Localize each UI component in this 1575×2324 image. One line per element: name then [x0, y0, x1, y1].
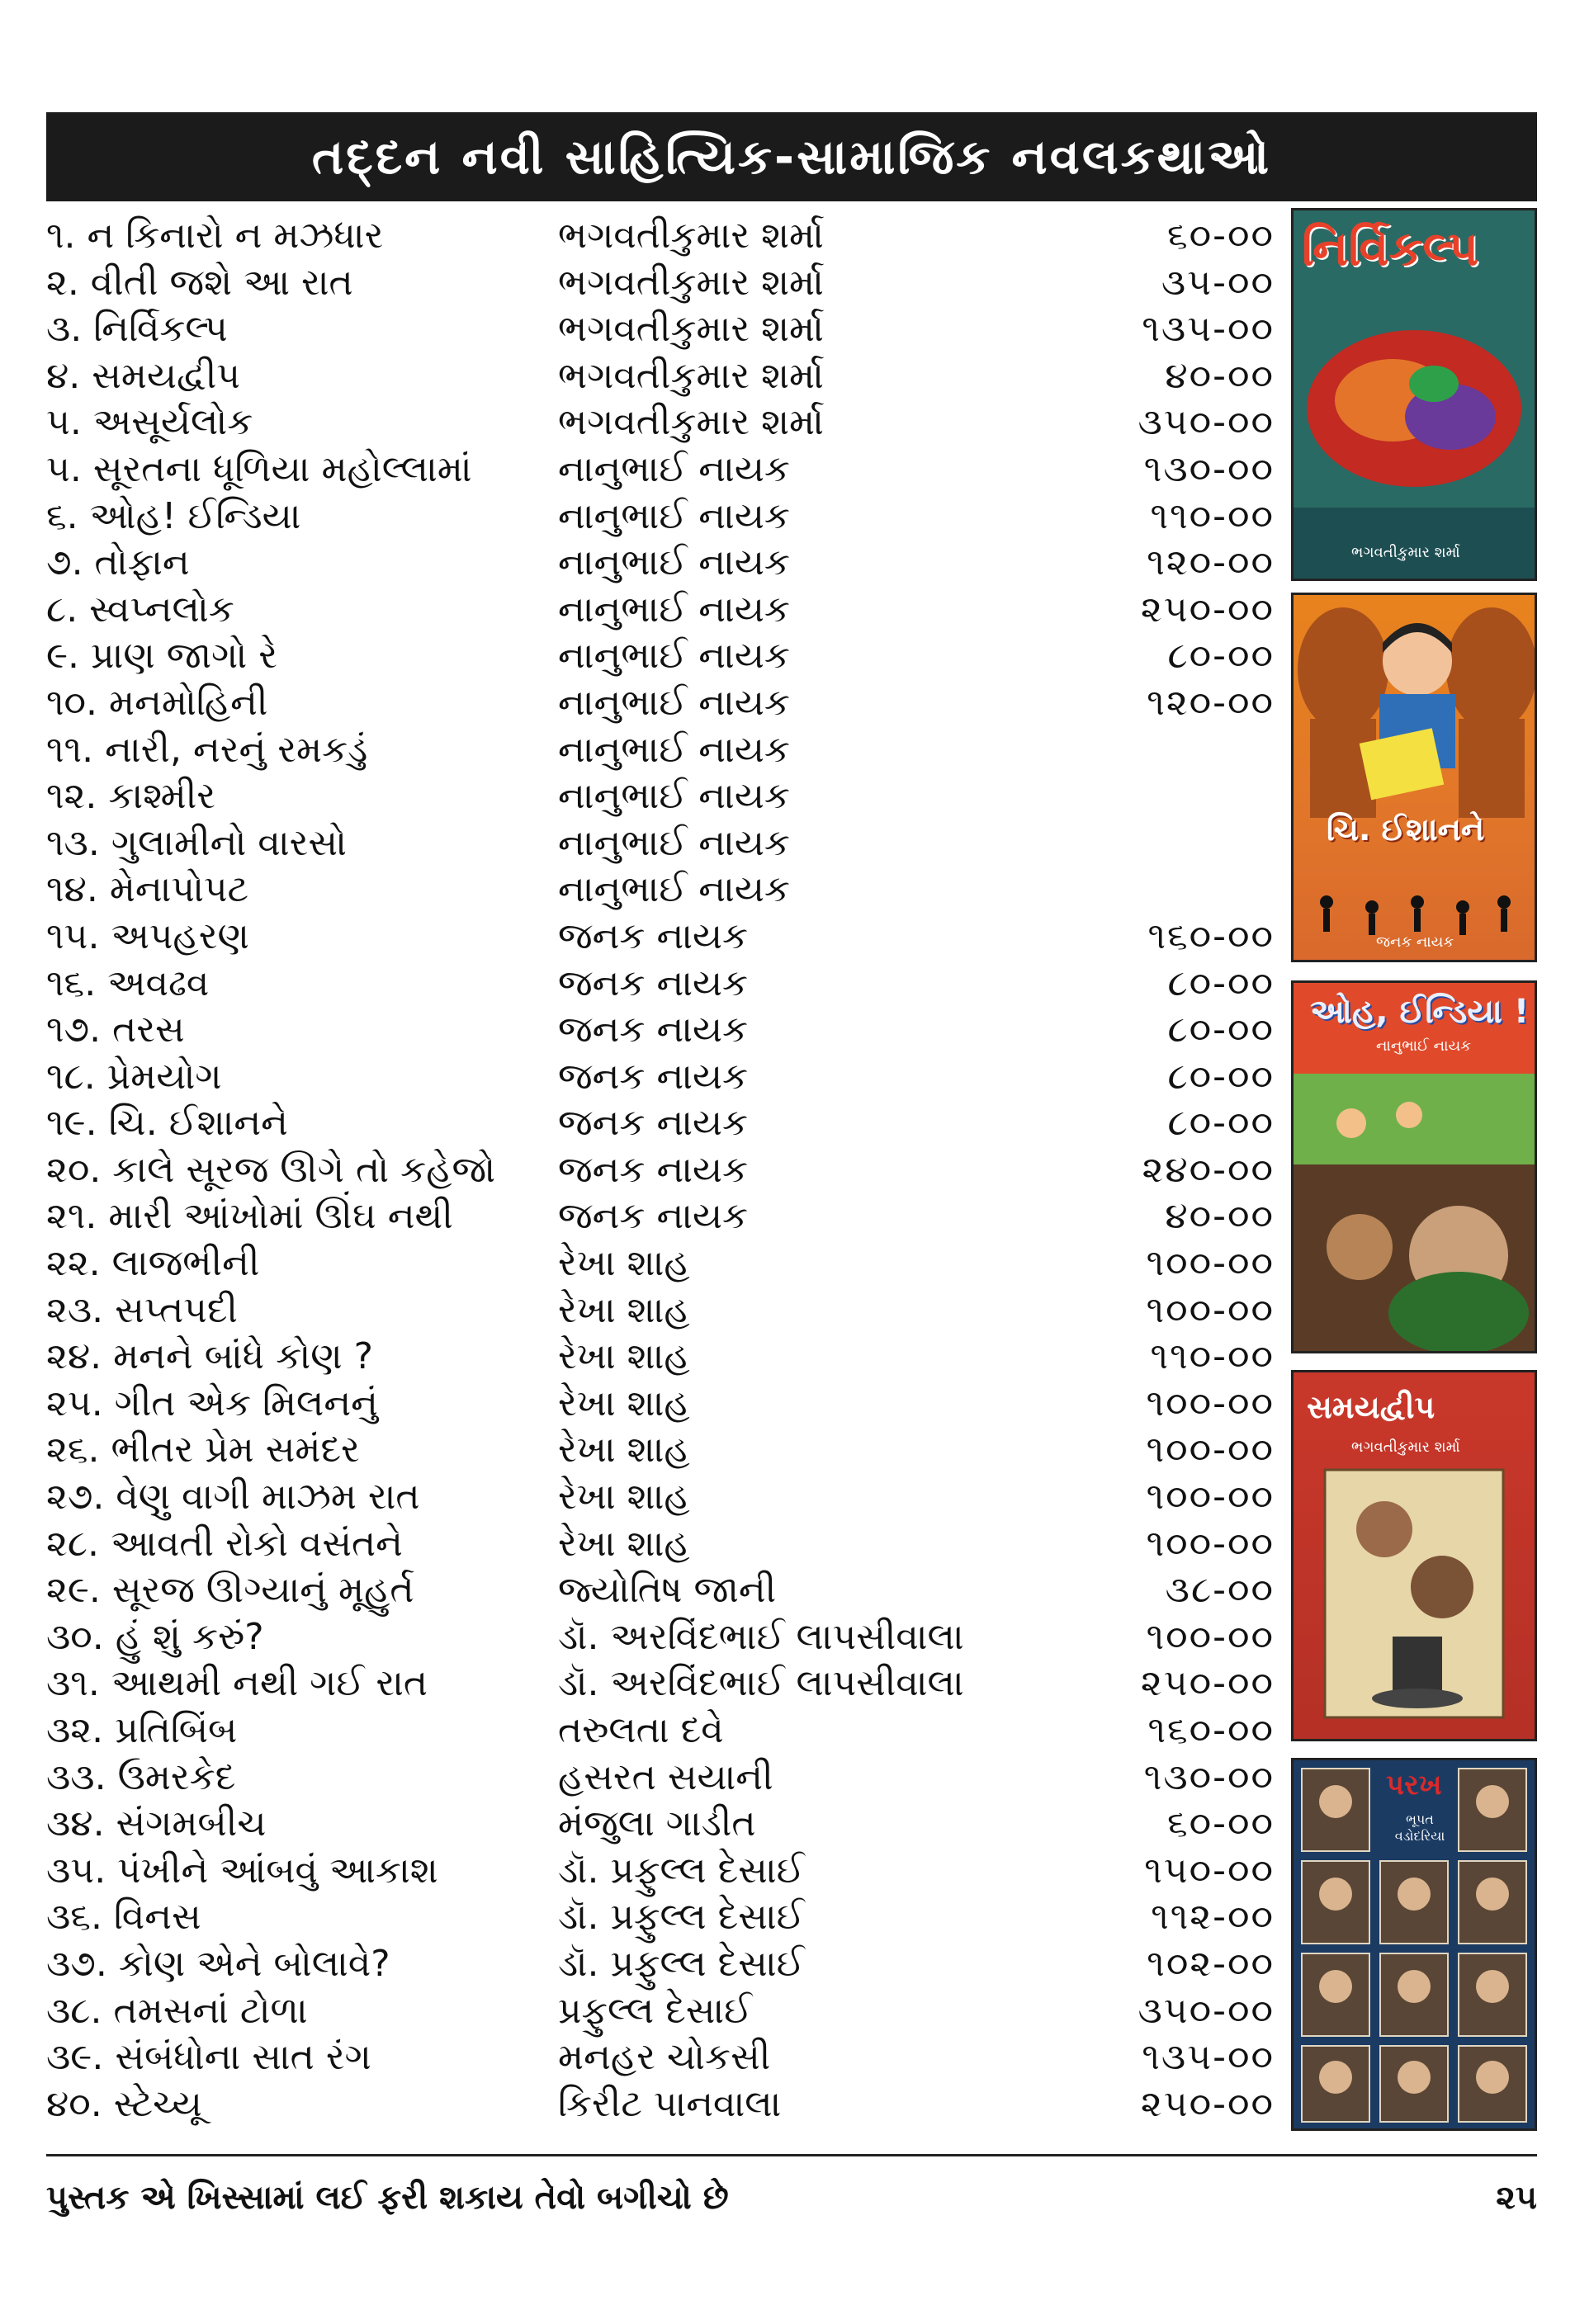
book-author: રેખા શાહ: [558, 1476, 690, 1519]
cover-art: [1294, 1372, 1535, 1739]
book-row: [46, 1287, 1275, 1334]
book-row: [46, 680, 1275, 727]
book-author: ભગવતીકુમાર શર્મા: [558, 401, 824, 444]
book-price: ૧૧૨-૦૦: [1151, 1896, 1275, 1939]
book-price: ૮૦-૦૦: [1167, 1102, 1275, 1145]
book-title: ૧૩. ગુલામીનો વારસો: [46, 821, 347, 864]
book-title: ૫. સૂરતના ધૂળિયા મહોલ્લામાં: [46, 447, 472, 490]
book-author: ડૉ. અરવિંદભાઈ લાપસીવાલા: [558, 1662, 964, 1705]
book-price: ૬૦-૦૦: [1167, 215, 1275, 257]
book-row: [46, 1988, 1275, 2035]
book-title: ૨૭. વેણુ વાગી માઝમ રાત: [46, 1476, 420, 1519]
book-title: ૯. પ્રાણ જાગો રે: [46, 635, 277, 678]
book-title: ૨૬. ભીતર પ્રેમ સમંદર: [46, 1429, 360, 1471]
book-author: તરુલતા દવે: [558, 1709, 724, 1751]
book-row: [46, 587, 1275, 634]
book-title: ૧૪. મેનાપોપટ: [46, 868, 249, 911]
book-author: રેખા શાહ: [558, 1382, 690, 1424]
book-title: ૨૦. કાલે સૂરજ ઊગે તો કહેજો: [46, 1148, 496, 1191]
book-author: નાનુભાઈ નાયક: [558, 728, 790, 771]
book-price: ૮૦-૦૦: [1167, 1055, 1275, 1098]
book-author: જનક નાયક: [558, 1055, 749, 1098]
book-title: ૩૭. કોણ એને બોલાવે?: [46, 1942, 390, 1985]
book-price: ૧૦૦-૦૦: [1146, 1288, 1275, 1331]
book-row: [46, 494, 1275, 541]
book-price: ૩૫-૦૦: [1161, 261, 1275, 304]
footer-divider: [46, 2154, 1537, 2156]
book-price: ૩૫૦-૦૦: [1138, 1989, 1275, 2032]
book-title: ૧. ન કિનારો ન મઝધાર: [46, 215, 384, 257]
book-row: [46, 1521, 1275, 1568]
book-author: જનક નાયક: [558, 961, 749, 1004]
book-price: ૧૧૦-૦૦: [1150, 1335, 1275, 1378]
book-row: [46, 820, 1235, 867]
book-price: ૪૦-૦૦: [1165, 1195, 1275, 1238]
book-author: ડૉ. અરવિંદભાઈ લાપસીવાલા: [558, 1615, 964, 1658]
book-title: ૩૨. પ્રતિબિંબ: [46, 1709, 238, 1751]
book-row: [46, 1474, 1275, 1521]
book-price: ૧૨૦-૦૦: [1147, 541, 1275, 584]
book-title: ૧૬. અવઢવ: [46, 961, 210, 1004]
book-row: [46, 961, 1275, 1008]
book-title: ૬. ઓહ! ઈન્ડિયા: [46, 494, 301, 537]
book-price: ૨૫૦-૦૦: [1140, 2082, 1275, 2125]
book-title: ૩૧. આથમી નથી ગઈ રાત: [46, 1662, 428, 1705]
book-price: ૧૩૦-૦૦: [1143, 447, 1275, 490]
book-row: [46, 1240, 1275, 1287]
book-author: ભગવતીકુમાર શર્મા: [558, 215, 824, 257]
book-row: [46, 1755, 1275, 1802]
book-price: ૧૦૦-૦૦: [1146, 1382, 1275, 1424]
cover-title: પરખ: [1386, 1769, 1442, 1802]
book-title: ૭. તોફાન: [46, 541, 190, 584]
book-price: ૮૦-૦૦: [1167, 961, 1275, 1004]
book-title: ૧૨. કાશ્મીર: [46, 775, 216, 818]
book-author: જનક નાયક: [558, 1102, 749, 1145]
book-author: રેખા શાહ: [558, 1522, 690, 1565]
book-row: [46, 399, 1275, 446]
book-list: [46, 213, 1275, 2128]
book-row: [46, 1381, 1275, 1428]
book-row: [46, 773, 1235, 820]
book-price: ૧૬૦-૦૦: [1147, 914, 1275, 957]
book-row: [46, 1147, 1275, 1194]
book-price: ૨૫૦-૦૦: [1140, 588, 1275, 631]
book-author: ડૉ. પ્રફુલ્લ દેસાઈ: [558, 1849, 805, 1892]
cover-author: નાનુભાઈ નાયક: [1376, 1037, 1471, 1055]
book-author: ભગવતીકુમાર શર્મા: [558, 261, 824, 304]
book-price: ૧૨૦-૦૦: [1147, 681, 1275, 724]
cover-art: [1294, 595, 1535, 960]
book-title: ૨૩. સપ્તપદી: [46, 1288, 239, 1331]
book-row: [46, 260, 1275, 307]
book-title: ૪. સમયદ્વીપ: [46, 354, 240, 397]
book-author: મંજુલા ગાડીત: [558, 1802, 756, 1845]
book-row: [46, 1334, 1275, 1381]
book-author: નાનુભાઈ નાયક: [558, 821, 790, 864]
book-author: રેખા શાહ: [558, 1429, 690, 1471]
book-row: [46, 1660, 1275, 1708]
book-cover-oh-india: [1291, 980, 1537, 1353]
book-title: ૩૦. હું શું કરું?: [46, 1615, 264, 1658]
book-author: નાનુભાઈ નાયક: [558, 681, 790, 724]
book-cover-chi-ishanne: [1291, 593, 1537, 962]
book-row: [46, 1193, 1275, 1240]
book-cover-nirvikalp: [1291, 208, 1537, 581]
book-author: પ્રફુલ્લ દેસાઈ: [558, 1989, 753, 2032]
book-title: ૩૬. વિનસ: [46, 1896, 201, 1939]
page-header: [46, 112, 1537, 201]
book-price: ૧૩૫-૦૦: [1142, 2036, 1275, 2079]
book-author: ભગવતીકુમાર શર્મા: [558, 354, 824, 397]
book-row: [46, 1427, 1275, 1474]
book-author: કિરીટ પાનવાલા: [558, 2082, 782, 2125]
book-price: ૨૪૦-૦૦: [1142, 1148, 1275, 1191]
book-author: નાનુભાઈ નાયક: [558, 588, 790, 631]
cover-author: ભગવતીકુમાર શર્મા: [1351, 544, 1460, 561]
book-author: જનક નાયક: [558, 1008, 749, 1051]
book-author: હસરત સયાની: [558, 1755, 773, 1798]
book-price: ૧૦૦-૦૦: [1146, 1522, 1275, 1565]
book-row: [46, 1567, 1275, 1614]
book-title: ૨૪. મનને બાંધે કોણ ?: [46, 1335, 373, 1378]
book-row: [46, 1708, 1275, 1755]
book-author: જનક નાયક: [558, 914, 749, 957]
book-row: [46, 1614, 1275, 1661]
book-author: જનક નાયક: [558, 1195, 749, 1238]
book-row: [46, 1054, 1275, 1101]
cover-title: ચિ. ઈશાનને: [1327, 811, 1485, 848]
book-price: ૧૦૦-૦૦: [1146, 1429, 1275, 1471]
book-title: ૪૦. સ્ટેચ્યૂ: [46, 2082, 202, 2125]
book-row: [46, 2081, 1275, 2128]
book-title: ૨૮. આવતી રોકો વસંતને: [46, 1522, 403, 1565]
book-title: ૨૯. સૂરજ ઊગ્યાનું મૂહુર્ત: [46, 1569, 414, 1612]
book-row: [46, 914, 1275, 961]
book-row: [46, 1100, 1275, 1147]
book-title: ૨૫. ગીત એક મિલનનું: [46, 1382, 378, 1424]
book-row: [46, 540, 1275, 587]
book-price: ૧૧૦-૦૦: [1150, 494, 1275, 537]
book-author: ડૉ. પ્રફુલ્લ દેસાઈ: [558, 1942, 805, 1985]
book-title: ૧૦. મનમોહિની: [46, 681, 268, 724]
book-author: નાનુભાઈ નાયક: [558, 541, 790, 584]
cover-author: ભૂપત વડોદરિયા: [1394, 1811, 1445, 1844]
book-price: ૮૦-૦૦: [1167, 635, 1275, 678]
book-row: [46, 1941, 1275, 1988]
book-author: જનક નાયક: [558, 1148, 749, 1191]
book-author: નાનુભાઈ નાયક: [558, 775, 790, 818]
book-title: ૮. સ્વપ્નલોક: [46, 588, 234, 631]
cover-author: ભગવતીકુમાર શર્મા: [1351, 1438, 1460, 1456]
cover-author: જનક નાયક: [1376, 933, 1454, 951]
book-title: ૩૩. ઉમરકેદ: [46, 1755, 236, 1798]
book-price: ૨૫૦-૦૦: [1140, 1662, 1275, 1705]
book-title: ૩૪. સંગમબીચ: [46, 1802, 267, 1845]
book-author: જ્યોતિષ જાની: [558, 1569, 777, 1612]
book-row: [46, 1894, 1275, 1941]
book-price: ૧૬૦-૦૦: [1147, 1709, 1275, 1751]
book-row: [46, 2034, 1275, 2081]
book-title: ૨૧. મારી આંખોમાં ઊંઘ નથી: [46, 1195, 453, 1238]
book-price: ૧૩૦-૦૦: [1143, 1755, 1275, 1798]
book-author: નાનુભાઈ નાયક: [558, 447, 790, 490]
book-author: રેખા શાહ: [558, 1335, 690, 1378]
book-author: નાનુભાઈ નાયક: [558, 868, 790, 911]
book-row: [46, 1801, 1275, 1848]
book-price: ૧૫૦-૦૦: [1144, 1849, 1275, 1892]
cover-title: નિર્વિકલ્પ: [1302, 220, 1479, 276]
book-title: ૨. વીતી જશે આ રાત: [46, 261, 353, 304]
book-author: મનહર ચોકસી: [558, 2036, 771, 2079]
book-title: ૩૯. સંબંધોના સાત રંગ: [46, 2036, 371, 2079]
book-row: [46, 633, 1275, 680]
book-row: [46, 446, 1275, 494]
book-title: ૧૫. અપહરણ: [46, 914, 249, 957]
book-row: [46, 1007, 1275, 1054]
book-cover-parakh: [1291, 1758, 1537, 2131]
book-price: ૩૫૦-૦૦: [1138, 401, 1275, 444]
header-title: તદ્દન નવી સાહિત્યિક-સામાજિક નવલકથાઓ: [311, 128, 1272, 185]
book-row: [46, 1848, 1275, 1895]
book-author: ડૉ. પ્રફુલ્લ દેસાઈ: [558, 1896, 805, 1939]
cover-title: સમયદ્વીપ: [1307, 1389, 1435, 1425]
book-author: નાનુભાઈ નાયક: [558, 494, 790, 537]
book-price: ૩૮-૦૦: [1165, 1569, 1275, 1612]
book-price: ૧૦૦-૦૦: [1146, 1476, 1275, 1519]
footer-tagline: પુસ્તક એ ખિસ્સામાં લઈ ફરી શકાય તેવો બગીચો છે: [46, 2179, 729, 2217]
book-author: રેખા શાહ: [558, 1242, 690, 1285]
book-title: ૩૫. પંખીને આંબવું આકાશ: [46, 1849, 438, 1892]
book-title: ૩૮. તમસનાં ટોળા: [46, 1989, 308, 2032]
book-row: [46, 306, 1275, 353]
book-price: ૧૩૫-૦૦: [1142, 308, 1275, 351]
book-title: ૧૧. નારી, નરનું રમકડું: [46, 728, 368, 771]
book-price: ૬૦-૦૦: [1167, 1802, 1275, 1845]
book-title: ૧૮. પ્રેમયોગ: [46, 1055, 222, 1098]
book-title: ૧૯. ચિ. ઈશાનને: [46, 1102, 288, 1145]
book-author: રેખા શાહ: [558, 1288, 690, 1331]
book-price: ૮૦-૦૦: [1167, 1008, 1275, 1051]
book-author: ભગવતીકુમાર શર્મા: [558, 308, 824, 351]
book-price: ૧૦૦-૦૦: [1146, 1242, 1275, 1285]
book-row: [46, 727, 1235, 774]
book-row: [46, 867, 1235, 914]
book-author: નાનુભાઈ નાયક: [558, 635, 790, 678]
book-row: [46, 353, 1275, 400]
book-cover-samaydweep: [1291, 1370, 1537, 1741]
book-title: ૧૭. તરસ: [46, 1008, 185, 1051]
book-price: ૧૦૦-૦૦: [1146, 1615, 1275, 1658]
book-title: ૫. અસૂર્યલોક: [46, 401, 253, 444]
book-title: ૩. નિર્વિકલ્પ: [46, 308, 228, 351]
cover-title: ઓહ, ઈન્ડિયા !: [1310, 993, 1530, 1031]
book-title: ૨૨. લાજભીની: [46, 1242, 260, 1285]
book-row: [46, 213, 1275, 260]
book-price: ૪૦-૦૦: [1165, 354, 1275, 397]
page-number: ૨૫: [1496, 2179, 1537, 2217]
book-price: ૧૦૨-૦૦: [1147, 1942, 1275, 1985]
